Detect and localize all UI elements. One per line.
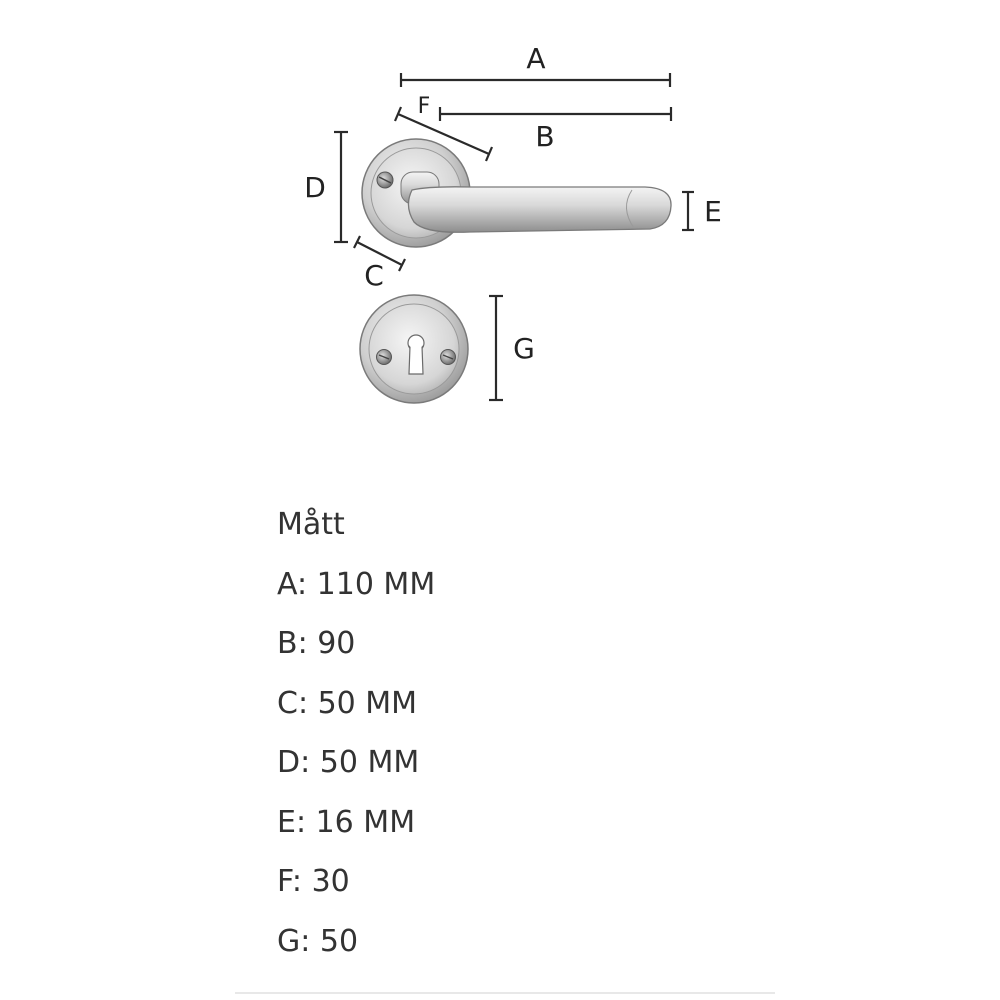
dimension-d-label: D [304, 171, 326, 204]
measurements-list [277, 503, 777, 979]
measurement-c: C: 50 MM [277, 685, 418, 721]
dimension-f-label: F [417, 94, 431, 119]
screw-right-icon [441, 350, 456, 365]
measurement-a: A: 110 MM [277, 566, 436, 602]
dimension-c-label: C [364, 259, 384, 292]
measurement-g: G: 50 [277, 923, 359, 959]
dimension-g [489, 296, 535, 400]
dimension-b-label: B [535, 120, 555, 153]
dimension-d [304, 132, 348, 242]
dimension-e-label: E [704, 195, 722, 228]
measurement-f: F: 30 [277, 864, 350, 899]
keyhole-escutcheon [360, 295, 468, 403]
dimension-g-label: G [513, 332, 535, 365]
screw-left-icon [377, 350, 392, 365]
screw-icon [377, 172, 393, 188]
door-handle-diagram [0, 0, 1000, 450]
dimension-e [682, 192, 722, 230]
keyhole-icon [408, 335, 424, 374]
dimension-a [401, 42, 670, 87]
divider [235, 992, 775, 994]
lever-handle [408, 187, 671, 232]
measurement-d: D: 50 MM [277, 745, 420, 780]
dimension-b [440, 107, 671, 153]
measurement-b: B: 90 [277, 626, 356, 661]
measurements-heading: Mått [277, 507, 345, 542]
dimension-a-label: A [526, 42, 546, 75]
measurement-e: E: 16 MM [277, 804, 416, 840]
